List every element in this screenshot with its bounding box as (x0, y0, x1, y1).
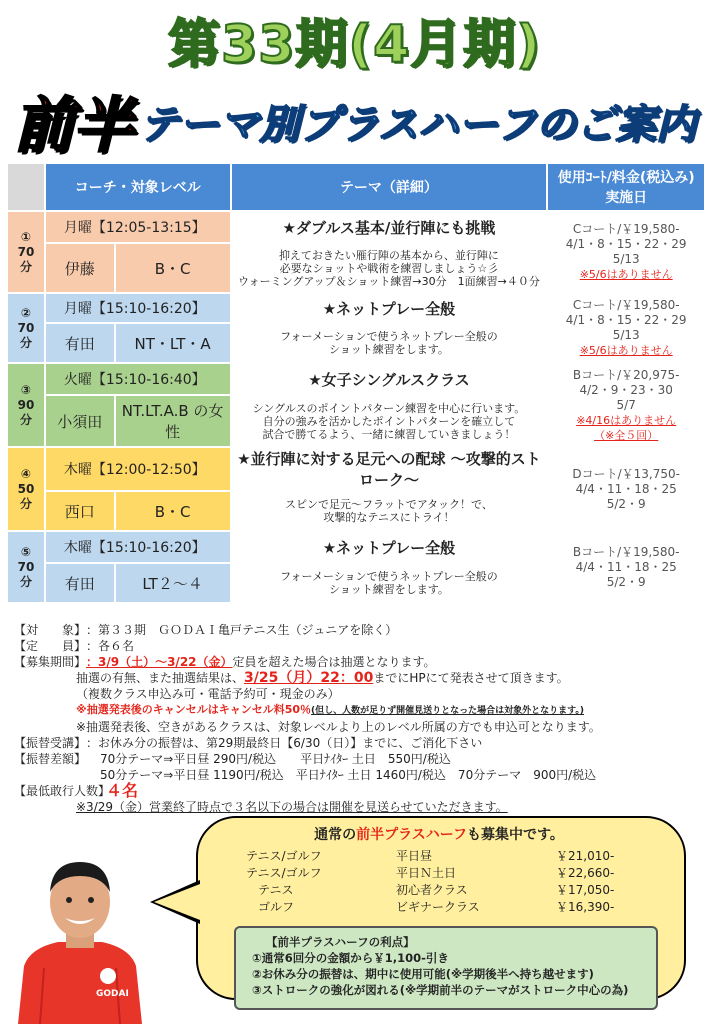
cancel-exception: (但し、人数が足りず開催見送りとなった場合は対象外となります。) (311, 706, 585, 716)
detail-line: ショット練習をします。 (328, 583, 449, 596)
merit-2: ②お休み分の振替は、期中に使用可能(※学期後半へ持ち越せます) (252, 967, 594, 981)
target-level: B・C (115, 243, 231, 293)
detail-line: ショット練習をします。 (328, 343, 449, 356)
bubble-title (196, 824, 682, 844)
capacity-label: 【定 員】 (14, 639, 87, 653)
lottery-date: 3/25（月）22：00 (244, 670, 374, 686)
merit-scroll (234, 926, 658, 1010)
detail-line: スピンで足元～フラットでアタック！で、 (285, 498, 493, 511)
after-note: ※抽選発表後、空きがあるクラスは、対象レベルより上のレベル所属の方でも申込可となります。 (76, 720, 601, 734)
period-label: 【募集期間】 (14, 655, 87, 669)
detail-line: 必要なショットや戦術を練習しましょう☆彡 (279, 261, 499, 275)
class-theme: ★並行陣に対する足元への配球 ～攻撃的ストローク～ (231, 447, 548, 491)
class-detail (231, 243, 548, 293)
price-list-cell: ゴルフ (246, 900, 295, 914)
header-price-line2: 実施日 (605, 190, 648, 206)
multi-note: （複数クラス申込み可・電話予約可・現金のみ） (76, 687, 340, 701)
period-text: 定員を超えた場合は抽選となります。 (232, 655, 436, 669)
price-list-cell: ￥16,390- (556, 900, 615, 914)
info-block (14, 622, 704, 815)
class-time: 月曜【15:10-16:20】 (45, 293, 231, 323)
price-list-cell: 初心者クラス (396, 883, 468, 897)
class-number-symbol: ④ (20, 466, 32, 481)
transfer-text: ：お休み分の振替は、第29期最終日【6/30（日）】までに、ご消化下さい (86, 736, 483, 750)
diff-line-1: 70分テーマ⇒平日昼 290円/税込 平日ﾅｲﾀｰ 土日 550円/税込 (100, 752, 451, 766)
price-line: 5/7 (616, 397, 636, 412)
price-list-cell: ￥17,050- (556, 883, 615, 897)
class-duration-value: 90 (17, 397, 35, 412)
price-list-cell: 平日Ｎ土日 (396, 866, 457, 880)
merit-title: 【前半プラスハーフの利点】 (266, 935, 415, 949)
price-line: 5/2・9 (606, 574, 646, 589)
class-time: 月曜【12:05-13:15】 (45, 211, 231, 243)
coach-name: 小須田 (45, 395, 115, 447)
price-line: 4/4・11・18・25 (575, 559, 677, 574)
class-number (7, 293, 45, 363)
lottery-text-a: 抽選の有無、また抽選結果は、 (76, 671, 245, 685)
coach-photo (10, 848, 150, 1024)
price-line: 5/13 (612, 252, 640, 266)
class-number-symbol: ③ (20, 382, 32, 397)
detail-line: ウォーミングアップ＆ショット練習→30分 1面練習→４０分 (238, 274, 540, 288)
price-line: 5/2・9 (606, 496, 646, 511)
class-number-symbol: ① (20, 229, 32, 244)
bubble-title-a: 通常の (314, 827, 357, 843)
detail-line: 攻撃的なテニスにトライ！ (323, 511, 455, 524)
header-coach: コーチ・対象レベル (45, 163, 231, 211)
class-number (7, 363, 45, 447)
diff-label: 【振替差額】 (14, 752, 87, 766)
main-title-red: 前半 (13, 91, 134, 161)
class-price (547, 531, 705, 603)
price-note: ※4/16はありません (576, 413, 677, 427)
price-line: Cコート/￥19,580- (572, 298, 680, 312)
price-line: 4/4・11・18・25 (575, 481, 677, 496)
term-title (0, 0, 709, 78)
price-list-row (246, 848, 666, 865)
class-price (547, 211, 705, 293)
class-detail (231, 323, 548, 363)
cancel-note: ※抽選発表後のキャンセルはキャンセル料50％ (76, 703, 312, 716)
detail-line: シングルスのポイントパターン練習を中心に行います。 (252, 401, 526, 415)
price-line: 5/13 (612, 328, 640, 342)
transfer-label: 【振替受講】 (14, 736, 87, 750)
class-number (7, 447, 45, 531)
class-duration-unit: 分 (19, 496, 32, 511)
table-row (7, 447, 705, 491)
price-line: Dコート/￥13,750- (572, 466, 680, 481)
class-number (7, 211, 45, 293)
price-note: ※5/6はありません (579, 344, 673, 357)
price-list-row (246, 865, 666, 882)
target-label: 【対 象】 (14, 623, 87, 637)
price-line: 4/2・9・23・30 (579, 382, 673, 397)
class-number-symbol: ⑤ (20, 544, 32, 559)
class-detail (231, 491, 548, 531)
coach-name: 有田 (45, 563, 115, 603)
shirt-logo-text: GODAI (96, 989, 129, 999)
price-list-cell: テニス/ゴルフ (246, 866, 322, 880)
min-value: ４名 (106, 781, 139, 800)
min-note: ※3/29（金）営業終了時点で３名以下の場合は開催を見送らせていただきます。 (76, 800, 508, 814)
class-duration-unit: 分 (19, 574, 32, 589)
class-duration-value: 50 (17, 481, 35, 496)
main-title (0, 80, 709, 162)
class-detail (231, 563, 548, 603)
class-number-symbol: ② (20, 305, 32, 320)
class-theme: ★ネットプレー全般 (231, 531, 548, 563)
class-duration-unit: 分 (19, 412, 32, 427)
class-duration-unit: 分 (19, 259, 32, 274)
price-list-cell: テニス (246, 883, 294, 897)
bubble-title-c: も募集中です。 (467, 827, 564, 843)
price-list-row (246, 899, 666, 916)
class-price (547, 293, 705, 363)
price-list (246, 848, 666, 916)
target-level: NT.LT.A.B の女性 (115, 395, 231, 447)
term-title-text: 第33期(4月期) (167, 14, 542, 75)
price-list-cell: ビギナークラス (396, 900, 480, 914)
detail-line: フォーメーションで使うネットプレー全般の (280, 330, 498, 343)
table-row (7, 531, 705, 563)
lottery-text-b: までにHPにて発表させて頂きます。 (373, 671, 569, 685)
detail-line: 試合で勝てるよう、一緒に練習していきましょう！ (262, 427, 516, 441)
header-theme: テーマ（詳細） (231, 163, 548, 211)
header-blank (7, 163, 45, 211)
target-level: NT・LT・A (115, 323, 231, 363)
class-theme: ★女子シングルスクラス (231, 363, 548, 395)
header-price (547, 163, 705, 211)
class-duration-value: 70 (17, 559, 35, 574)
table-row (7, 293, 705, 323)
class-duration-value: 70 (17, 320, 35, 335)
price-line: 4/1・8・15・22・29 (565, 313, 687, 327)
class-duration-unit: 分 (19, 335, 32, 350)
class-time: 火曜【15:10-16:40】 (45, 363, 231, 395)
price-line: Cコート/￥19,580- (572, 222, 680, 236)
table-header (7, 163, 705, 211)
detail-line: 抑えておきたい雁行陣の基本から、並行陣に (278, 248, 499, 262)
coach-name: 西口 (45, 491, 115, 531)
class-price (547, 363, 705, 447)
merit-1: ①通常6回分の金額から￥1,100-引き (252, 951, 449, 965)
class-price (547, 447, 705, 531)
price-line: Bコート/￥20,975- (572, 367, 680, 382)
price-line: Bコート/￥19,580- (572, 544, 680, 559)
schedule-table (6, 162, 706, 604)
main-title-blue: テーマ別プラスハーフのご案内 (139, 101, 696, 148)
merit-3: ③ストロークの強化が図れる(※学期前半のテーマがストローク中心の為) (252, 983, 629, 997)
class-duration-value: 70 (17, 244, 35, 259)
table-row (7, 211, 705, 243)
class-number (7, 531, 45, 603)
price-line: 4/1・8・15・22・29 (565, 237, 687, 251)
period-dates: ：3/9（土）～3/22（金） (86, 655, 233, 669)
coach-name: 伊藤 (45, 243, 115, 293)
target-level: B・C (115, 491, 231, 531)
class-theme: ★ネットプレー全般 (231, 293, 548, 323)
bubble-title-b: 前半プラスハーフ (356, 827, 467, 843)
price-note: （※全５回） (594, 428, 659, 442)
diff-line-2: 50分テーマ⇒平日昼 1190円/税込 平日ﾅｲﾀｰ 土日 1460円/税込 70分テーマ 900円/税込 (100, 768, 597, 782)
price-list-cell: テニス/ゴルフ (246, 849, 322, 863)
detail-line: フォーメーションで使うネットプレー全般の (280, 570, 498, 583)
table-row (7, 363, 705, 395)
class-time: 木曜【12:00-12:50】 (45, 447, 231, 491)
class-time: 木曜【15:10-16:20】 (45, 531, 231, 563)
class-theme: ★ダブルス基本/並行陣にも挑戦 (231, 211, 548, 243)
capacity-text: ：各６名 (86, 639, 135, 653)
class-detail (231, 395, 548, 447)
min-label: 【最低敢行人数】 (14, 784, 111, 798)
price-list-cell: 平日昼 (396, 849, 433, 863)
price-note: ※5/6はありません (579, 268, 673, 281)
price-list-row (246, 882, 666, 899)
price-list-cell: ￥21,010- (556, 849, 615, 863)
header-price-line1: 使用ｺｰﾄ/料金(税込み) (557, 170, 695, 186)
coach-name: 有田 (45, 323, 115, 363)
detail-line: 自分の強みを活かしたポイントパターンを確立して (262, 414, 516, 428)
price-list-cell: ￥22,660- (556, 866, 615, 880)
bubble-tail (154, 884, 200, 920)
target-text: ：第３３期 ＧＯＤＡＩ亀戸テニス生（ジュニアを除く） (86, 623, 398, 637)
target-level: LT２～４ (115, 563, 231, 603)
